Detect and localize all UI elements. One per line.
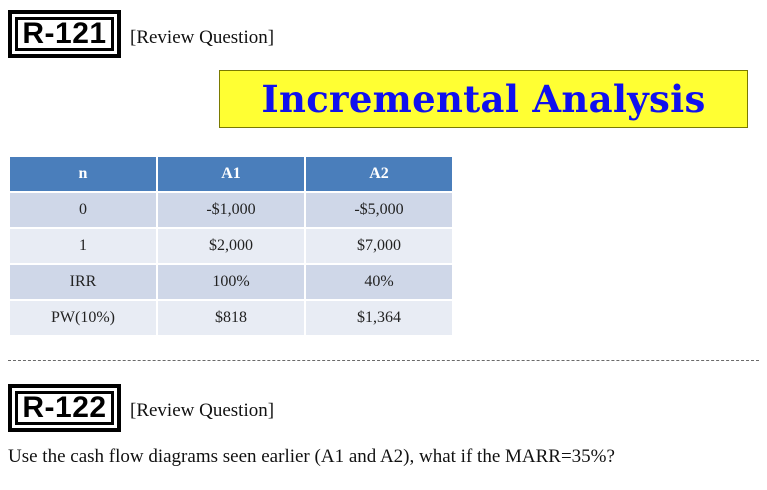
table-cell-a1: $2,000 [158, 229, 304, 263]
slide-title: Incremental Analysis [219, 70, 748, 128]
table-cell-a2: $7,000 [306, 229, 452, 263]
table-cell-n: IRR [10, 265, 156, 299]
question-code-badge-r122: R-122 [8, 384, 121, 432]
table-header-row [10, 157, 452, 191]
question-code-badge-r121: R-121 [8, 10, 121, 58]
table-row [10, 265, 452, 299]
table-cell-a1: 100% [158, 265, 304, 299]
table-cell-a2: 40% [306, 265, 452, 299]
table-cell-a2: $1,364 [306, 301, 452, 335]
table-row [10, 193, 452, 227]
review-question-label: [Review Question] [130, 27, 275, 48]
table-cell-n: PW(10%) [10, 301, 156, 335]
table-cell-a2: -$5,000 [306, 193, 452, 227]
section-divider [8, 360, 759, 361]
table-cell-a1: -$1,000 [158, 193, 304, 227]
cash-flow-table [8, 155, 454, 337]
column-header-a1: A1 [158, 157, 304, 191]
table-cell-n: 1 [10, 229, 156, 263]
table-row [10, 301, 452, 335]
column-header-n: n [10, 157, 156, 191]
column-header-a2: A2 [306, 157, 452, 191]
question-text: Use the cash flow diagrams seen earlier (A1 and A2), what if the MARR=35%? [8, 446, 615, 467]
table-row [10, 229, 452, 263]
review-question-label: [Review Question] [130, 400, 275, 421]
table-cell-a1: $818 [158, 301, 304, 335]
table-cell-n: 0 [10, 193, 156, 227]
